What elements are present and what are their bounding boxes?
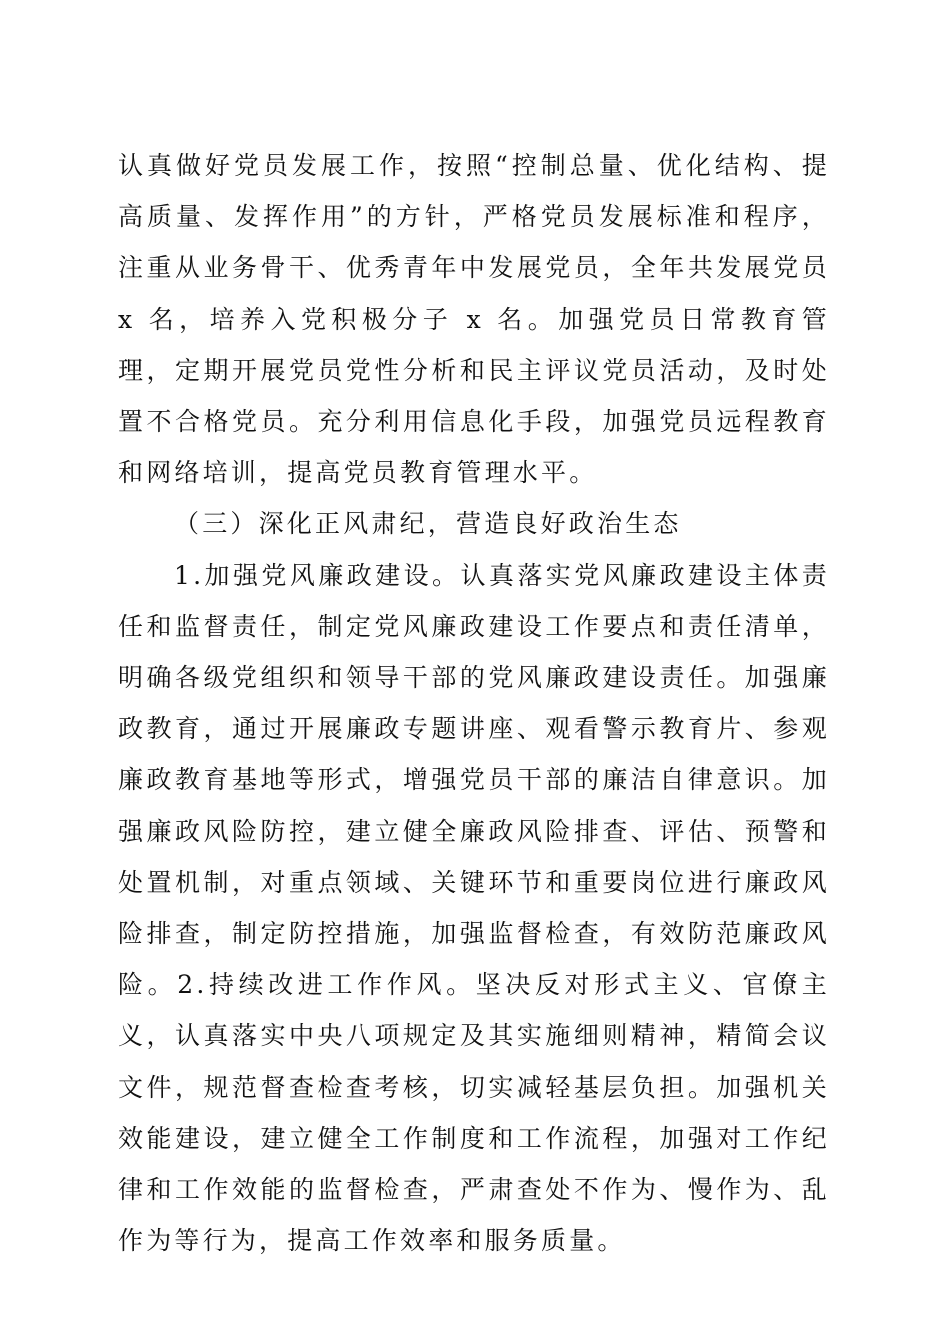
section-heading: （三）深化正风肃纪，营造良好政治生态: [174, 509, 682, 539]
document-body: [118, 140, 830, 1266]
body-paragraph: 认真做好党员发展工作，按照“控制总量、优化结构、提高质量、发挥作用”的方针，严格党员发展标准和程序，注重从业务骨干、优秀青年中发展党员，全年共发展党员 x 名，培养入党积极分子 x 名。加强党员日常教育管理，定期开展党员党性分析和民主评议党员活动，及时处置不合格党员。充分利用信息化手段，加强党员远程教育和网络培训，提高党员教育管理水平。: [118, 151, 830, 488]
body-paragraph: 1.加强党风廉政建设。认真落实党风廉政建设主体责任和监督责任，制定党风廉政建设工作要点和责任清单，明确各级党组织和领导干部的党风廉政建设责任。加强廉政教育，通过开展廉政专题讲座、观看警示教育片、参观廉政教育基地等形式，增强党员干部的廉洁自律意识。加强廉政风险防控，建立健全廉政风险排查、评估、预警和处置机制，对重点领域、关键环节和重要岗位进行廉政风险排查，制定防控措施，加强监督检查，有效防范廉政风险。2.持续改进工作作风。坚决反对形式主义、官僚主义，认真落实中央八项规定及其实施细则精神，精简会议文件，规范督查检查考核，切实减轻基层负担。加强机关效能建设，建立健全工作制度和工作流程，加强对工作纪律和工作效能的监督检查，严肃查处不作为、慢作为、乱作为等行为，提高工作效率和服务质量。: [118, 560, 830, 1256]
